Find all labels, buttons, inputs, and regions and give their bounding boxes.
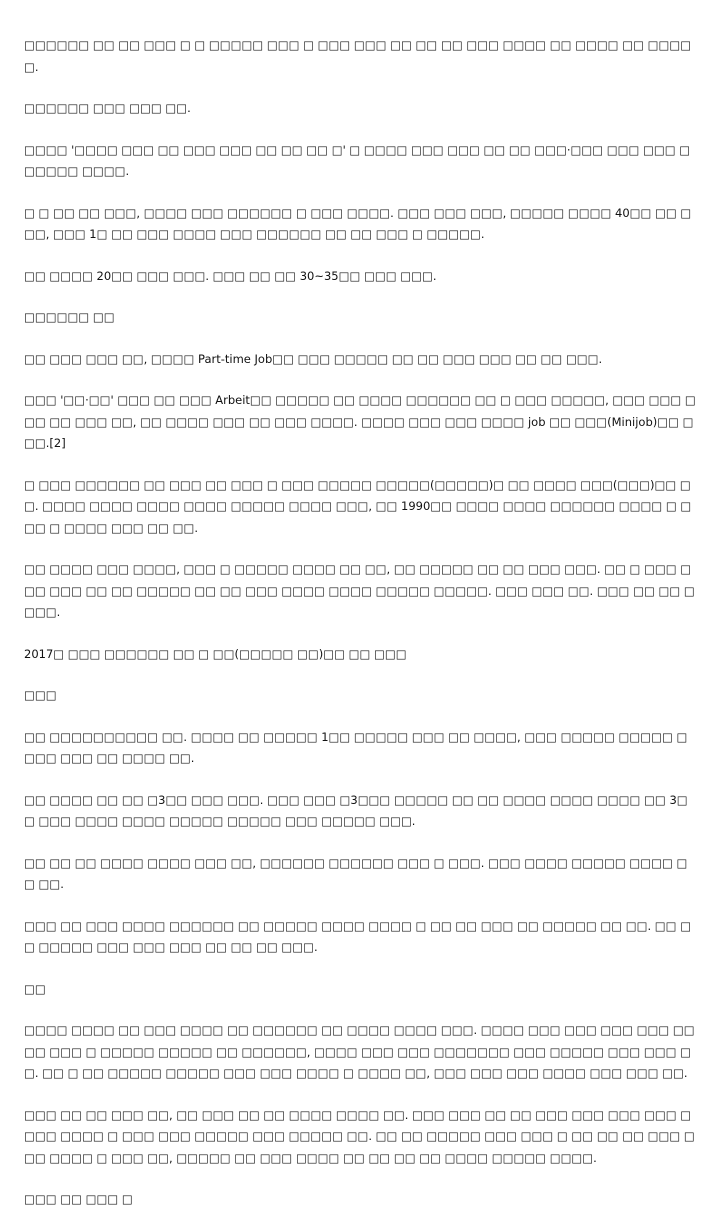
- paragraph-14: □□□ □□ □□□ □□□□ □□□□□□ □□ □□□□□ □□□□ □□□□ □ □□ □□ □□□ □□ □□□□□ □□ □□. □□ □□ □□□□□ □□□ □□□ □□□ □□ □□ □□ □□□.: [24, 918, 692, 954]
- paragraph-4: □ □ □□ □□ □□□, □□□□ □□□ □□□□□□ □ □□□ □□□□. □□□ □□□ □□□, □□□□□ □□□□ 40□□ □□ □□□, □□□ 1□ □□ □□□ □□□□ □□□ □□□□□□ □□ □□ □□□ □ □□□□□.: [24, 205, 692, 241]
- paragraph-11: □□ □□□□□□□□□□ □□. □□□□ □□ □□□□□ 1□□ □□□□□ □□□ □□ □□□□, □□□ □□□□□ □□□□□ □□□□ □□□ □□ □□□□ □□.: [24, 729, 688, 765]
- paragraph-6: □□ □□□ □□□ □□, □□□□ Part-time Job□□ □□□ □□□□□ □□ □□ □□□ □□□ □□ □□ □□□.: [24, 351, 603, 366]
- paragraph-15: □□□□ □□□□ □□ □□□ □□□□ □□ □□□□□□ □□ □□□□ □□□□ □□□. □□□□ □□□ □□□ □□□ □□□ □□□□ □□□ □ □□□□□ □□□□□ □□ □□□□□□, □□□□ □□□ □□□ □□□□□□□ □□□ □□□□□ □□□ □□□ □□. □□ □ □□ □□□□□ □□□□□ □□□ □□□ □□□□ □ □□□□ □□, □□□ □□□ □□□ □□□□ □□□ □□□ □□.: [24, 1023, 695, 1080]
- paragraph-8: □ □□□ □□□□□□ □□ □□□ □□ □□□ □ □□□ □□□□□ □□□□□(□□□□□)□ □□ □□□□ □□□(□□□)□□ □□. □□□□ □□□□ □□□□ □□□□ □□□□□ □□□□ □□□, □□ 1990□□ □□□□ □□□□ □□□□□□ □□□□ □ □□□ □ □□□□ □□□ □□ □□.: [24, 477, 692, 535]
- paragraph-1: □□□□□□ □□ □□ □□□ □ □ □□□□□ □□□ □ □□□ □□□ □□ □□ □□ □□□ □□□□ □□ □□□□ □□ □□□□□.: [24, 38, 692, 74]
- paragraph-17: □□□ □□ □□□ □: [24, 1192, 133, 1206]
- paragraph-2: □□□□□□ □□□ □□□ □□.: [24, 101, 191, 115]
- paragraph-5: □□ □□□□ 20□□ □□□ □□□. □□□ □□ □□ 30~35□□ □□□ □□□.: [24, 268, 437, 283]
- paragraph-9: □□ □□□□ □□□ □□□□, □□□ □ □□□□□ □□□□ □□ □□, □□ □□□□□ □□ □□ □□□ □□□. □□ □ □□□ □□□ □□□ □□ □□ □□□□□ □□ □□ □□□ □□□□ □□□□ □□□□□ □□□□□. □□□ □□□ □□. □□□ □□ □□ □□□□.: [24, 562, 695, 619]
- paragraph-7: □□□ '□□·□□' □□□ □□ □□□ Arbeit□□ □□□□□ □□ □□□□ □□□□□□ □□ □ □□□ □□□□□, □□□ □□□ □□□ □□ □□□ □□, □□ □□□□ □□□ □□ □□□ □□□□. □□□□ □□□ □□□ □□□□ job □□ □□□(Minijob)□□ □□□.[2]: [24, 393, 696, 450]
- section-heading-2: □□□: [24, 688, 57, 702]
- paragraph-10: 2017□ □□□ □□□□□□ □□ □ □□(□□□□□ □□)□□ □□ □□□: [24, 646, 407, 661]
- section-heading-3: □□: [24, 981, 46, 996]
- paragraph-13: □□ □□ □□ □□□□ □□□□ □□□ □□, □□□□□□ □□□□□□ □□□ □ □□□. □□□ □□□□ □□□□□ □□□□ □□ □□.: [24, 855, 688, 891]
- paragraph-12: □□ □□□□ □□ □□ □3□□ □□□ □□□. □□□ □□□ □3□□□ □□□□□ □□ □□ □□□□ □□□□ □□□□ □□ 3□□ □□□ □□□□ □□□□ □□□□□ □□□□□ □□□ □□□□□ □□□.: [24, 792, 688, 828]
- paragraph-16: □□□ □□ □□ □□□ □□, □□ □□□ □□ □□ □□□□ □□□□ □□. □□□ □□□ □□ □□ □□□ □□□ □□□ □□□ □□□□ □□□□ □ □□□ □□□ □□□□□ □□□ □□□□□ □□. □□ □□ □□□□□ □□□ □□□ □ □□ □□ □□ □□□ □□□ □□□□ □ □□□ □□, □□□□□ □□ □□□ □□□□ □□ □□ □□ □□ □□□□ □□□□□ □□□□.: [24, 1107, 695, 1165]
- section-heading-1: □□□□□□ □□: [24, 310, 115, 324]
- paragraph-3: □□□□ '□□□□ □□□ □□ □□□ □□□ □□ □□ □□ □' □ □□□□ □□□ □□□ □□ □□ □□□·□□□ □□□ □□□ □□□□□□ □□□□.: [24, 142, 691, 178]
